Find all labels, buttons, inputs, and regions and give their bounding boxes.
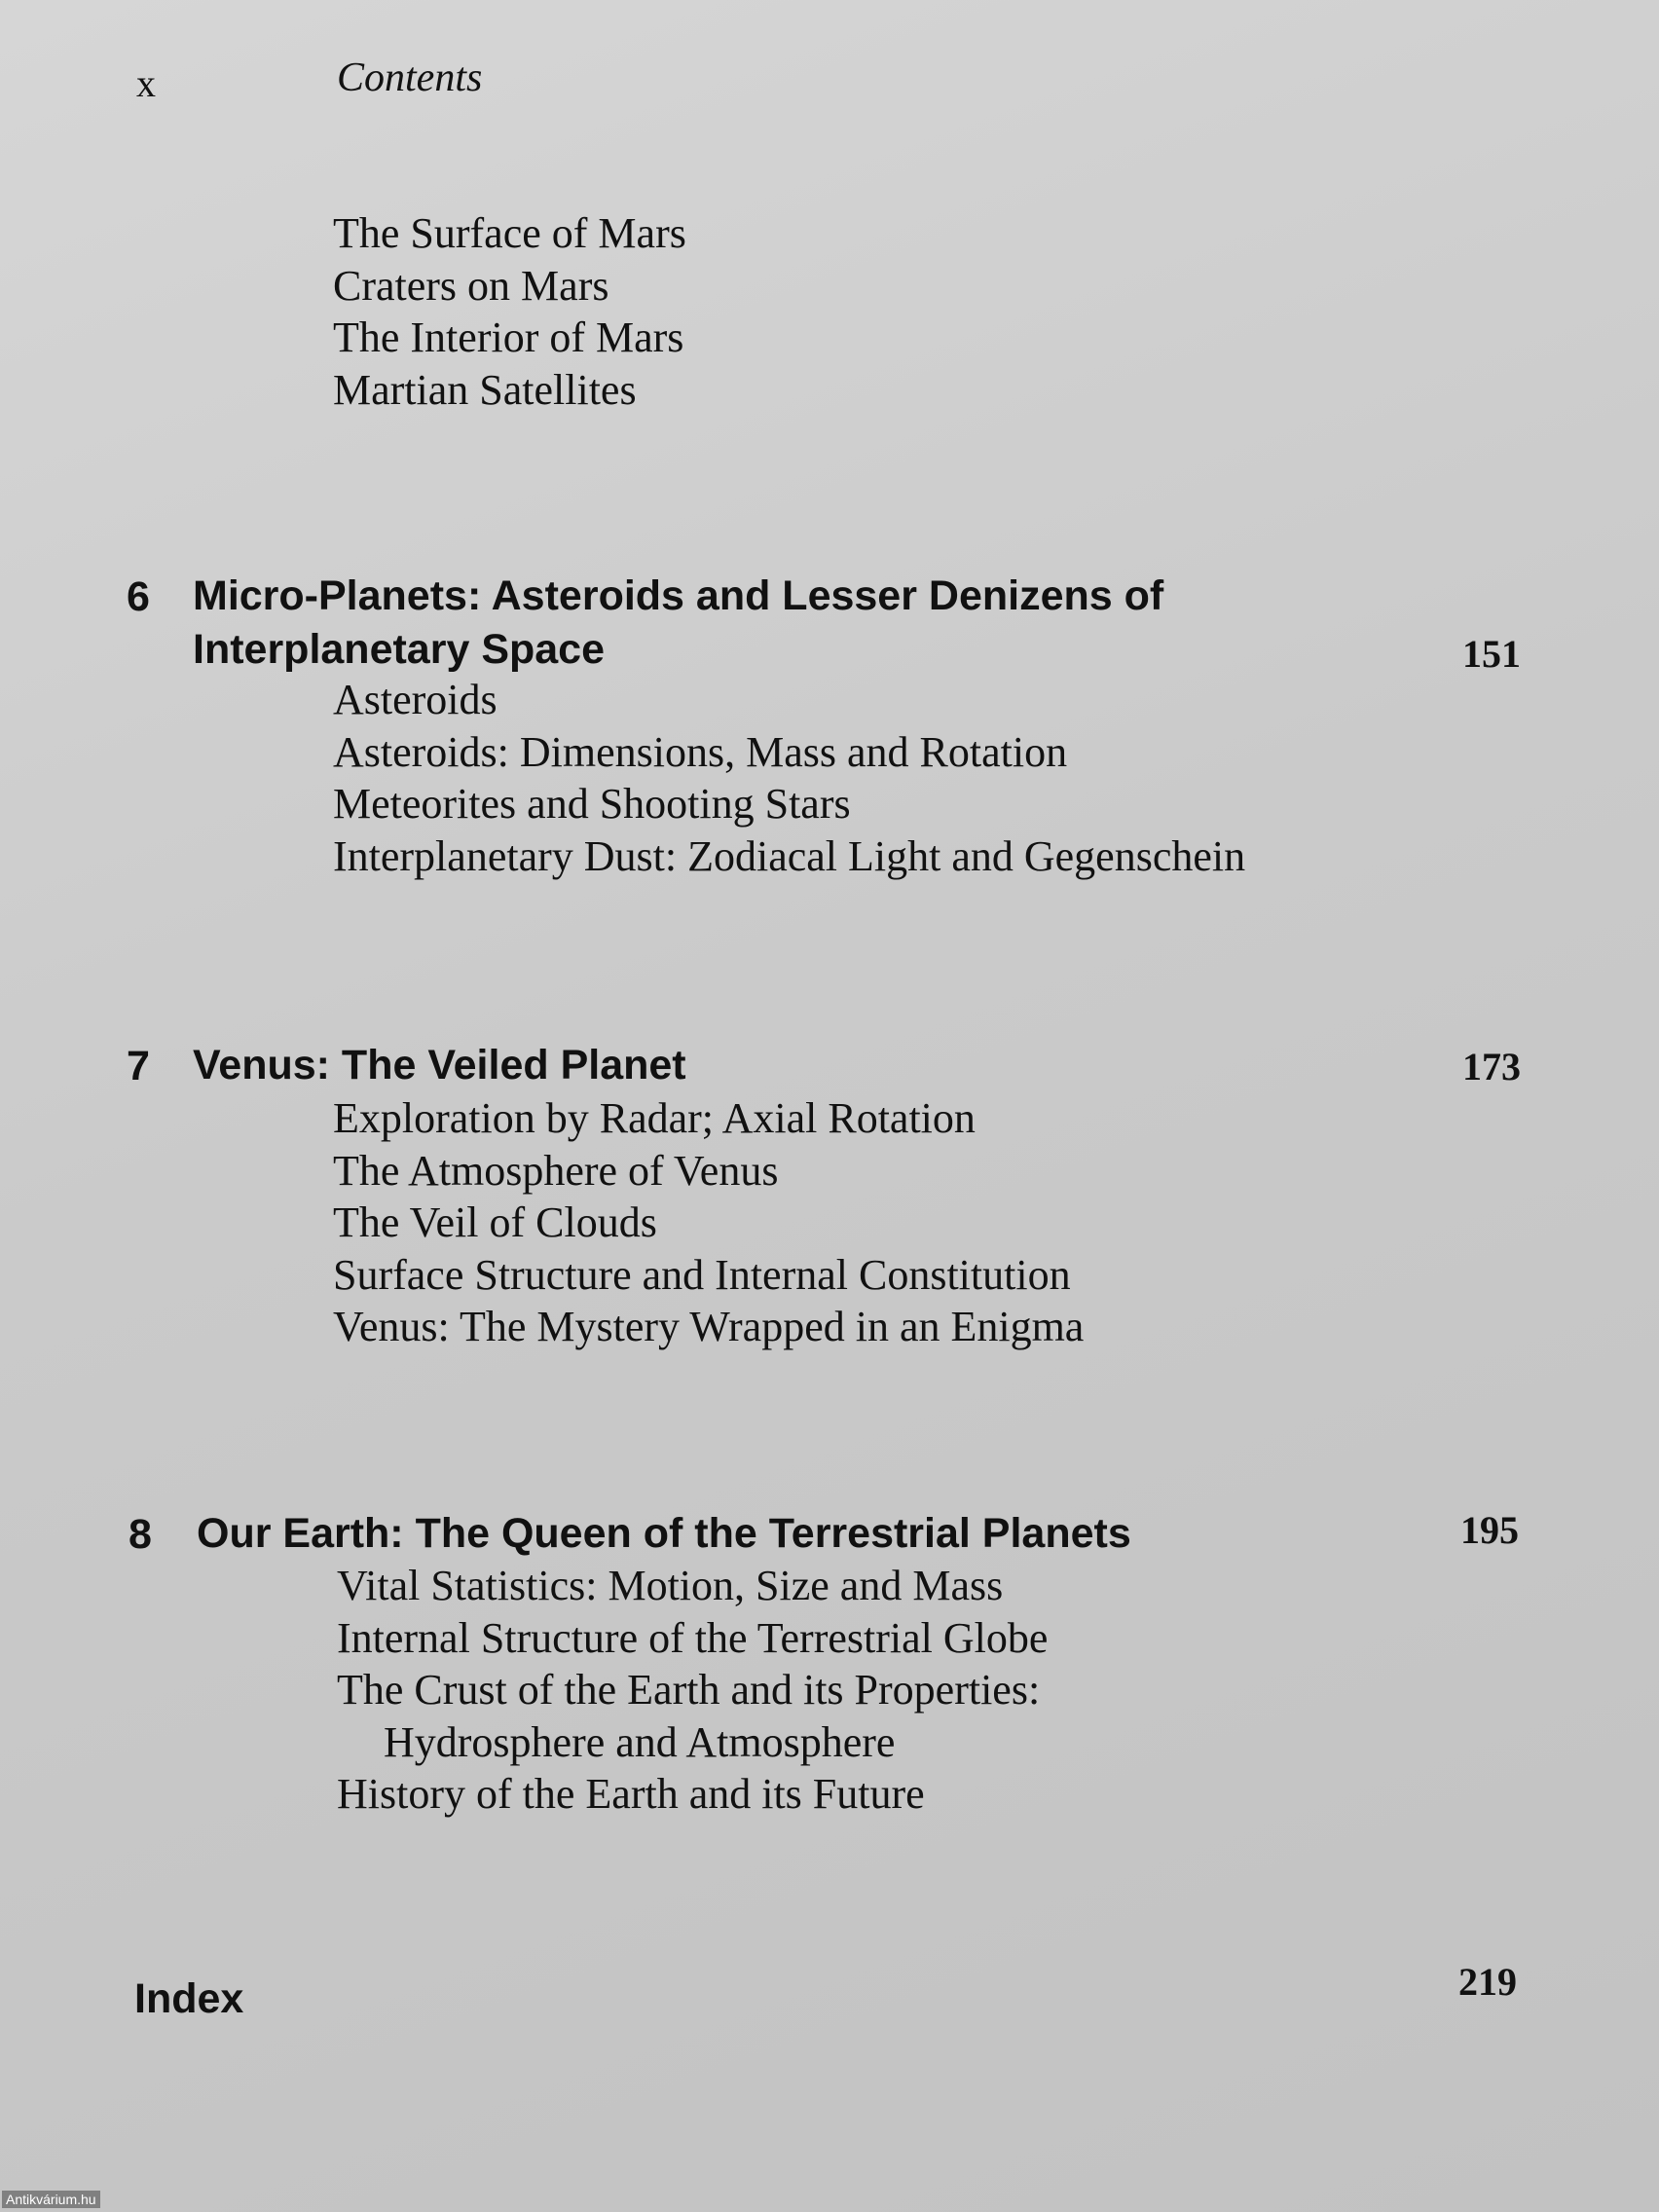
toc-section-entry[interactable]: History of the Earth and its Future (337, 1770, 925, 1818)
index-entry[interactable]: Index (134, 1975, 244, 2022)
page-folio: x (136, 61, 156, 105)
chapter-7-number: 7 (127, 1043, 150, 1089)
toc-section-entry[interactable]: The Atmosphere of Venus (333, 1146, 779, 1195)
chapter-7-page-number: 173 (1462, 1045, 1521, 1088)
watermark-text: Antikvárium.hu (2, 2191, 100, 2208)
chapter-7-section-list (333, 1092, 1084, 1353)
toc-section-entry[interactable]: Surface Structure and Internal Constitution (333, 1250, 1071, 1299)
chapter-8-title[interactable]: Our Earth: The Queen of the Terrestrial Planets (197, 1510, 1131, 1557)
toc-section-entry[interactable]: Exploration by Radar; Axial Rotation (333, 1094, 976, 1142)
toc-section-entry[interactable]: The Crust of the Earth and its Properties: (337, 1666, 1041, 1714)
chapter-6-number: 6 (127, 573, 150, 620)
chapter-8-section-list (337, 1560, 1048, 1821)
chapter-6-section-list (333, 674, 1245, 882)
toc-section-entry[interactable]: Internal Structure of the Terrestrial Globe (337, 1613, 1049, 1662)
toc-section-entry[interactable]: Asteroids: Dimensions, Mass and Rotation (333, 727, 1068, 776)
toc-section-entry[interactable]: Craters on Mars (333, 261, 609, 310)
toc-section-entry[interactable]: The Veil of Clouds (333, 1198, 657, 1246)
chapter-6-title[interactable] (193, 570, 1163, 677)
toc-section-entry[interactable]: Meteorites and Shooting Stars (333, 780, 851, 828)
toc-section-entry[interactable]: Interplanetary Dust: Zodiacal Light and Gegenschein (333, 831, 1246, 880)
chapter-6-title-line2: Interplanetary Space (193, 626, 606, 673)
toc-section-entry-continued[interactable]: Hydrosphere and Atmosphere (384, 1717, 896, 1766)
index-page-number: 219 (1458, 1960, 1517, 2004)
chapter-6-title-line1: Micro-Planets: Asteroids and Lesser Denizens of (193, 572, 1164, 619)
toc-section-entry[interactable]: Asteroids (333, 676, 498, 723)
chapter-7-title[interactable]: Venus: The Veiled Planet (193, 1042, 686, 1088)
chapter-8-page-number: 195 (1460, 1508, 1519, 1552)
chapter-8-number: 8 (129, 1511, 152, 1558)
toc-section-entry[interactable]: Vital Statistics: Motion, Size and Mass (337, 1562, 1004, 1609)
chapter-6-page-number: 151 (1462, 632, 1521, 676)
toc-section-entry[interactable]: The Interior of Mars (333, 313, 684, 361)
toc-section-entry[interactable]: Martian Satellites (333, 365, 637, 414)
continued-section-list (333, 207, 686, 416)
toc-section-entry[interactable]: The Surface of Mars (333, 209, 686, 257)
running-title: Contents (337, 55, 483, 100)
toc-section-entry[interactable]: Venus: The Mystery Wrapped in an Enigma (333, 1303, 1085, 1350)
